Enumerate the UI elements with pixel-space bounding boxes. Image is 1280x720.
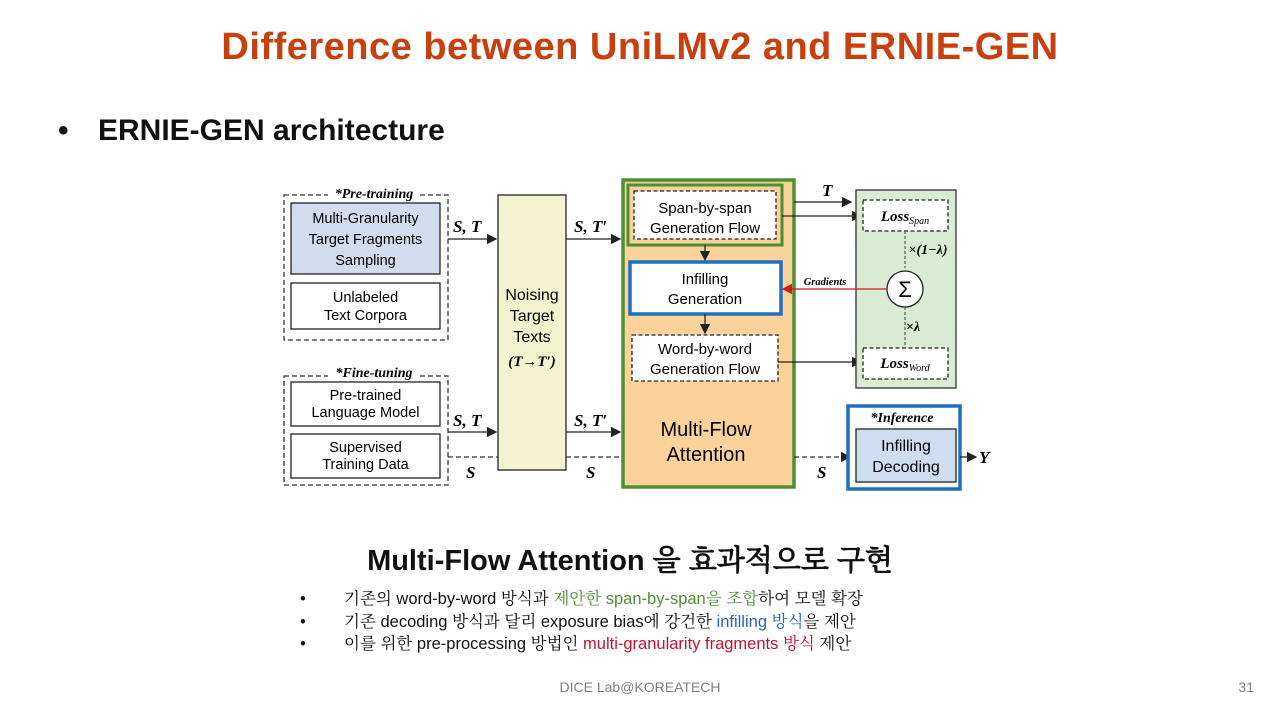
note-item (300, 611, 863, 634)
bullet-dot-icon: • (58, 114, 69, 147)
subheading: Multi-Flow Attention 을 효과적으로 구현 (367, 545, 893, 577)
infdec-line-2: Decoding (872, 459, 940, 476)
infill-line-1: Infilling (681, 271, 729, 288)
note-highlight: infilling 방식 (716, 612, 804, 631)
noise-line-3: Texts (513, 329, 551, 346)
mg-line-1: Multi-Granularity (312, 211, 419, 227)
bullet-dot-icon: • (300, 635, 306, 653)
footer: DICE Lab@KOREATECH (559, 679, 721, 695)
sup-line-2: Training Data (322, 457, 409, 473)
note-part: 을 제안 (803, 612, 856, 631)
label-s-mid: S (586, 463, 596, 482)
note-text (344, 611, 856, 634)
mfa-line-2: Attention (666, 444, 746, 466)
sigma-icon: Σ (898, 277, 912, 302)
loss-span-subscript: Span (909, 216, 930, 227)
mfa-line-1: Multi-Flow (660, 419, 752, 441)
loss-span-main: Loss (880, 209, 910, 225)
noise-line-2: Target (509, 308, 555, 325)
word-line-2: Generation Flow (649, 361, 761, 378)
plm-line-1: Pre-trained (329, 388, 402, 404)
label-stp-bottom: S, T′ (574, 411, 608, 430)
label-s-left: S (466, 463, 476, 482)
infill-line-2: Generation (667, 291, 743, 308)
mg-line-3: Sampling (335, 253, 396, 269)
label-st-top: S, T (453, 217, 482, 236)
word-line-1: Word-by-word (658, 341, 752, 358)
note-highlight: 제안한 span-by-span을 조합 (553, 590, 759, 608)
main-bullet (58, 114, 445, 148)
slide-title: Difference between UniLMv2 and ERNIE-GEN (221, 26, 1059, 68)
weight-bottom: ×λ (905, 320, 921, 335)
label-y: Y (979, 448, 990, 467)
ernie-gen-architecture-diagram (270, 170, 1010, 525)
note-text (344, 633, 851, 656)
noise-line-1: Noising (505, 287, 559, 304)
note-part: 이를 위한 pre-processing 방법인 (344, 635, 584, 653)
note-item (300, 633, 863, 656)
note-text (344, 588, 863, 611)
plm-line-2: Language Model (311, 405, 420, 421)
label-st-bottom: S, T (453, 411, 482, 430)
label-stp-top: S, T′ (574, 217, 608, 236)
unl-line-1: Unlabeled (332, 290, 399, 306)
weight-top: ×(1−λ) (908, 243, 948, 258)
main-bullet-text: ERNIE-GEN architecture (98, 114, 445, 147)
loss-word-main: Loss (880, 356, 909, 372)
unl-line-2: Text Corpora (323, 308, 408, 324)
span-line-2: Generation Flow (649, 220, 761, 237)
mg-line-2: Target Fragments (308, 232, 423, 248)
noise-line-4: (T→T′) (508, 354, 556, 370)
pretraining-label: *Pre-training (334, 187, 414, 202)
span-line-1: Span-by-span (658, 200, 752, 217)
gradients-label: Gradients (803, 277, 847, 288)
note-item (300, 588, 863, 611)
finetuning-label: *Fine-tuning (335, 366, 413, 381)
note-part: 기존 decoding 방식과 달리 exposure bias에 강건한 (344, 612, 717, 631)
loss-word-subscript: Word (908, 363, 930, 374)
note-part: 제안 (814, 635, 852, 653)
infdec-line-1: Infilling (881, 438, 931, 455)
bullet-dot-icon: • (300, 612, 306, 631)
bullet-dot-icon: • (300, 590, 306, 608)
notes-list (300, 588, 863, 656)
inference-label: *Inference (870, 411, 934, 426)
note-highlight: multi-granularity fragments 방식 (583, 635, 815, 653)
label-t: T (822, 181, 833, 200)
note-part: 기존의 word-by-word 방식과 (344, 590, 554, 608)
label-s-right: S (817, 463, 827, 482)
note-part: 하여 모델 확장 (758, 590, 863, 608)
sup-line-1: Supervised (329, 440, 402, 456)
page-number: 31 (1238, 679, 1254, 695)
